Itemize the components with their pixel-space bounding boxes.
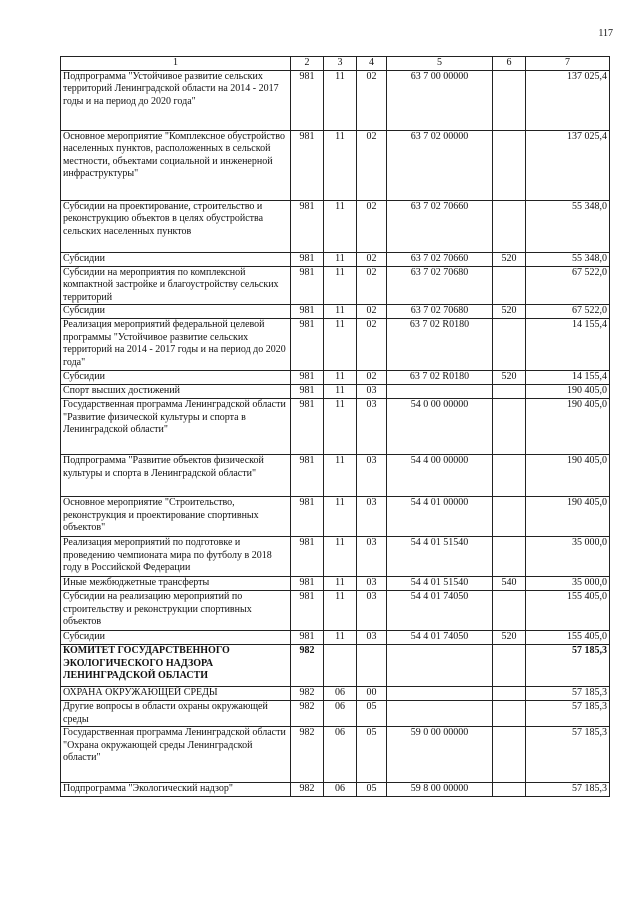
- cell-amount: 14 155,4: [526, 319, 610, 371]
- cell-section: 11: [324, 537, 357, 577]
- cell-target-article: 54 4 00 00000: [387, 455, 493, 497]
- cell-subsection: 02: [357, 266, 387, 305]
- table-row: [61, 631, 610, 645]
- cell-target-article: 63 7 00 00000: [387, 70, 493, 130]
- cell-target-article: 54 4 01 74050: [387, 631, 493, 645]
- cell-subsection: 03: [357, 385, 387, 399]
- cell-subsection: 02: [357, 130, 387, 200]
- table-row: [61, 252, 610, 266]
- cell-section: 11: [324, 591, 357, 631]
- cell-section: 06: [324, 783, 357, 797]
- cell-subsection: 05: [357, 783, 387, 797]
- cell-subsection: 02: [357, 252, 387, 266]
- table-row: [61, 591, 610, 631]
- row-name: Субсидии: [61, 371, 291, 385]
- table-body: [61, 70, 610, 797]
- cell-expense-type: [493, 200, 526, 252]
- cell-expense-type: [493, 701, 526, 727]
- cell-subsection: 02: [357, 305, 387, 319]
- cell-subsection: 02: [357, 200, 387, 252]
- cell-amount: 57 185,3: [526, 783, 610, 797]
- row-name: Основное мероприятие "Строительство, реконструкция и проектирование спортивных объектов": [61, 497, 291, 537]
- column-header: 1: [61, 57, 291, 71]
- table-row: [61, 687, 610, 701]
- table-row: [61, 200, 610, 252]
- cell-grbs: 981: [291, 200, 324, 252]
- cell-subsection: 03: [357, 631, 387, 645]
- cell-grbs: 982: [291, 645, 324, 687]
- table-row: [61, 319, 610, 371]
- cell-section: 11: [324, 130, 357, 200]
- cell-grbs: 981: [291, 70, 324, 130]
- cell-expense-type: [493, 130, 526, 200]
- cell-expense-type: 520: [493, 305, 526, 319]
- column-header: 5: [387, 57, 493, 71]
- row-name: Реализация мероприятий федеральной целевой программы "Устойчивое развитие сельских территорий на 2014 - 2017 годы и на период до 2020 года": [61, 319, 291, 371]
- cell-grbs: 981: [291, 631, 324, 645]
- cell-grbs: 981: [291, 371, 324, 385]
- table-row: [61, 701, 610, 727]
- cell-expense-type: [493, 399, 526, 455]
- cell-amount: 190 405,0: [526, 497, 610, 537]
- cell-grbs: 981: [291, 537, 324, 577]
- row-name: Субсидии на проектирование, строительство и реконструкцию объектов в целях обустройства сельских населенных пунктов: [61, 200, 291, 252]
- cell-amount: 190 405,0: [526, 385, 610, 399]
- cell-section: 11: [324, 455, 357, 497]
- row-name: КОМИТЕТ ГОСУДАРСТВЕННОГО ЭКОЛОГИЧЕСКОГО НАДЗОРА ЛЕНИНГРАДСКОЙ ОБЛАСТИ: [61, 645, 291, 687]
- row-name: Подпрограмма "Развитие объектов физической культуры и спорта в Ленинградской области": [61, 455, 291, 497]
- cell-expense-type: 520: [493, 371, 526, 385]
- cell-expense-type: [493, 497, 526, 537]
- cell-subsection: 03: [357, 591, 387, 631]
- cell-amount: 57 185,3: [526, 701, 610, 727]
- cell-subsection: 03: [357, 455, 387, 497]
- column-header: 4: [357, 57, 387, 71]
- row-name: Государственная программа Ленинградской области "Развитие физической культуры и спорта в Ленинградской области": [61, 399, 291, 455]
- cell-subsection: [357, 645, 387, 687]
- cell-grbs: 982: [291, 701, 324, 727]
- row-name: Иные межбюджетные трансферты: [61, 577, 291, 591]
- cell-amount: 35 000,0: [526, 537, 610, 577]
- row-name: Субсидии на реализацию мероприятий по строительству и реконструкции спортивных объектов: [61, 591, 291, 631]
- cell-expense-type: [493, 783, 526, 797]
- cell-section: 11: [324, 577, 357, 591]
- cell-section: 11: [324, 399, 357, 455]
- header-row: [61, 57, 610, 71]
- cell-section: 11: [324, 319, 357, 371]
- row-name: Подпрограмма "Экологический надзор": [61, 783, 291, 797]
- cell-amount: 155 405,0: [526, 631, 610, 645]
- cell-target-article: 63 7 02 70660: [387, 252, 493, 266]
- cell-grbs: 981: [291, 130, 324, 200]
- cell-expense-type: 520: [493, 252, 526, 266]
- table-row: [61, 70, 610, 130]
- cell-target-article: [387, 385, 493, 399]
- cell-section: [324, 645, 357, 687]
- cell-amount: 14 155,4: [526, 371, 610, 385]
- cell-section: 11: [324, 252, 357, 266]
- cell-grbs: 981: [291, 266, 324, 305]
- row-name: Другие вопросы в области охраны окружающей среды: [61, 701, 291, 727]
- cell-amount: 55 348,0: [526, 200, 610, 252]
- cell-amount: 57 185,3: [526, 687, 610, 701]
- row-name: Субсидии: [61, 631, 291, 645]
- cell-target-article: [387, 687, 493, 701]
- table-row: [61, 497, 610, 537]
- cell-section: 11: [324, 371, 357, 385]
- table-row: [61, 130, 610, 200]
- cell-target-article: 63 7 02 70680: [387, 305, 493, 319]
- cell-section: 11: [324, 385, 357, 399]
- cell-target-article: [387, 701, 493, 727]
- cell-amount: 55 348,0: [526, 252, 610, 266]
- table-row: [61, 783, 610, 797]
- cell-grbs: 981: [291, 455, 324, 497]
- cell-subsection: 05: [357, 701, 387, 727]
- cell-expense-type: [493, 70, 526, 130]
- cell-amount: 137 025,4: [526, 70, 610, 130]
- cell-expense-type: [493, 591, 526, 631]
- table-row: [61, 266, 610, 305]
- row-name: Государственная программа Ленинградской области "Охрана окружающей среды Ленинградской области": [61, 727, 291, 783]
- cell-expense-type: [493, 319, 526, 371]
- cell-grbs: 981: [291, 497, 324, 537]
- cell-expense-type: [493, 455, 526, 497]
- table-row: [61, 371, 610, 385]
- cell-section: 11: [324, 497, 357, 537]
- column-header: 7: [526, 57, 610, 71]
- cell-subsection: 02: [357, 371, 387, 385]
- row-name: Реализация мероприятий по подготовке и проведению чемпионата мира по футболу в 2018 году в Российской Федерации: [61, 537, 291, 577]
- cell-expense-type: [493, 727, 526, 783]
- cell-target-article: 54 4 01 51540: [387, 577, 493, 591]
- cell-amount: 35 000,0: [526, 577, 610, 591]
- cell-target-article: 54 4 01 00000: [387, 497, 493, 537]
- cell-expense-type: [493, 687, 526, 701]
- cell-grbs: 981: [291, 319, 324, 371]
- cell-expense-type: 540: [493, 577, 526, 591]
- cell-grbs: 982: [291, 727, 324, 783]
- cell-target-article: 59 0 00 00000: [387, 727, 493, 783]
- page-number: 117: [598, 28, 613, 39]
- cell-subsection: 02: [357, 319, 387, 371]
- cell-grbs: 981: [291, 591, 324, 631]
- row-name: Субсидии: [61, 305, 291, 319]
- column-header: 3: [324, 57, 357, 71]
- cell-subsection: 03: [357, 399, 387, 455]
- cell-target-article: 63 7 02 00000: [387, 130, 493, 200]
- cell-expense-type: [493, 537, 526, 577]
- cell-target-article: 63 7 02 70680: [387, 266, 493, 305]
- cell-target-article: [387, 645, 493, 687]
- cell-amount: 190 405,0: [526, 455, 610, 497]
- cell-grbs: 981: [291, 385, 324, 399]
- cell-target-article: 59 8 00 00000: [387, 783, 493, 797]
- cell-section: 11: [324, 70, 357, 130]
- cell-grbs: 981: [291, 252, 324, 266]
- cell-amount: 57 185,3: [526, 727, 610, 783]
- cell-subsection: 05: [357, 727, 387, 783]
- row-name: Основное мероприятие "Комплексное обустройство населенных пунктов, расположенных в сельской местности, объектами социальной и инженерной инфраструктуры": [61, 130, 291, 200]
- table-row: [61, 455, 610, 497]
- cell-expense-type: [493, 645, 526, 687]
- cell-target-article: 54 0 00 00000: [387, 399, 493, 455]
- cell-amount: 137 025,4: [526, 130, 610, 200]
- cell-grbs: 982: [291, 783, 324, 797]
- cell-section: 11: [324, 631, 357, 645]
- row-name: ОХРАНА ОКРУЖАЮЩЕЙ СРЕДЫ: [61, 687, 291, 701]
- cell-target-article: 54 4 01 51540: [387, 537, 493, 577]
- cell-expense-type: [493, 266, 526, 305]
- table-row: [61, 645, 610, 687]
- cell-expense-type: [493, 385, 526, 399]
- cell-grbs: 981: [291, 577, 324, 591]
- table-row: [61, 537, 610, 577]
- cell-section: 06: [324, 727, 357, 783]
- cell-subsection: 00: [357, 687, 387, 701]
- cell-section: 11: [324, 305, 357, 319]
- cell-target-article: 54 4 01 74050: [387, 591, 493, 631]
- cell-grbs: 981: [291, 399, 324, 455]
- table-row: [61, 305, 610, 319]
- budget-table: [60, 56, 610, 797]
- row-name: Субсидии на мероприятия по комплексной компактной застройке и благоустройству сельских территорий: [61, 266, 291, 305]
- table-row: [61, 727, 610, 783]
- row-name: Спорт высших достижений: [61, 385, 291, 399]
- table-row: [61, 385, 610, 399]
- cell-expense-type: 520: [493, 631, 526, 645]
- cell-subsection: 02: [357, 70, 387, 130]
- cell-amount: 190 405,0: [526, 399, 610, 455]
- table-row: [61, 577, 610, 591]
- row-name: Субсидии: [61, 252, 291, 266]
- column-header: 6: [493, 57, 526, 71]
- cell-target-article: 63 7 02 R0180: [387, 319, 493, 371]
- cell-subsection: 03: [357, 537, 387, 577]
- cell-target-article: 63 7 02 70660: [387, 200, 493, 252]
- column-header: 2: [291, 57, 324, 71]
- cell-grbs: 981: [291, 305, 324, 319]
- cell-subsection: 03: [357, 497, 387, 537]
- cell-target-article: 63 7 02 R0180: [387, 371, 493, 385]
- cell-section: 06: [324, 687, 357, 701]
- cell-section: 11: [324, 266, 357, 305]
- cell-section: 06: [324, 701, 357, 727]
- row-name: Подпрограмма "Устойчивое развитие сельских территорий Ленинградской области на 2014 - 2017 годы и на период до 2020 года": [61, 70, 291, 130]
- cell-section: 11: [324, 200, 357, 252]
- cell-amount: 67 522,0: [526, 305, 610, 319]
- cell-amount: 155 405,0: [526, 591, 610, 631]
- cell-amount: 67 522,0: [526, 266, 610, 305]
- cell-subsection: 03: [357, 577, 387, 591]
- cell-amount: 57 185,3: [526, 645, 610, 687]
- cell-grbs: 982: [291, 687, 324, 701]
- table-row: [61, 399, 610, 455]
